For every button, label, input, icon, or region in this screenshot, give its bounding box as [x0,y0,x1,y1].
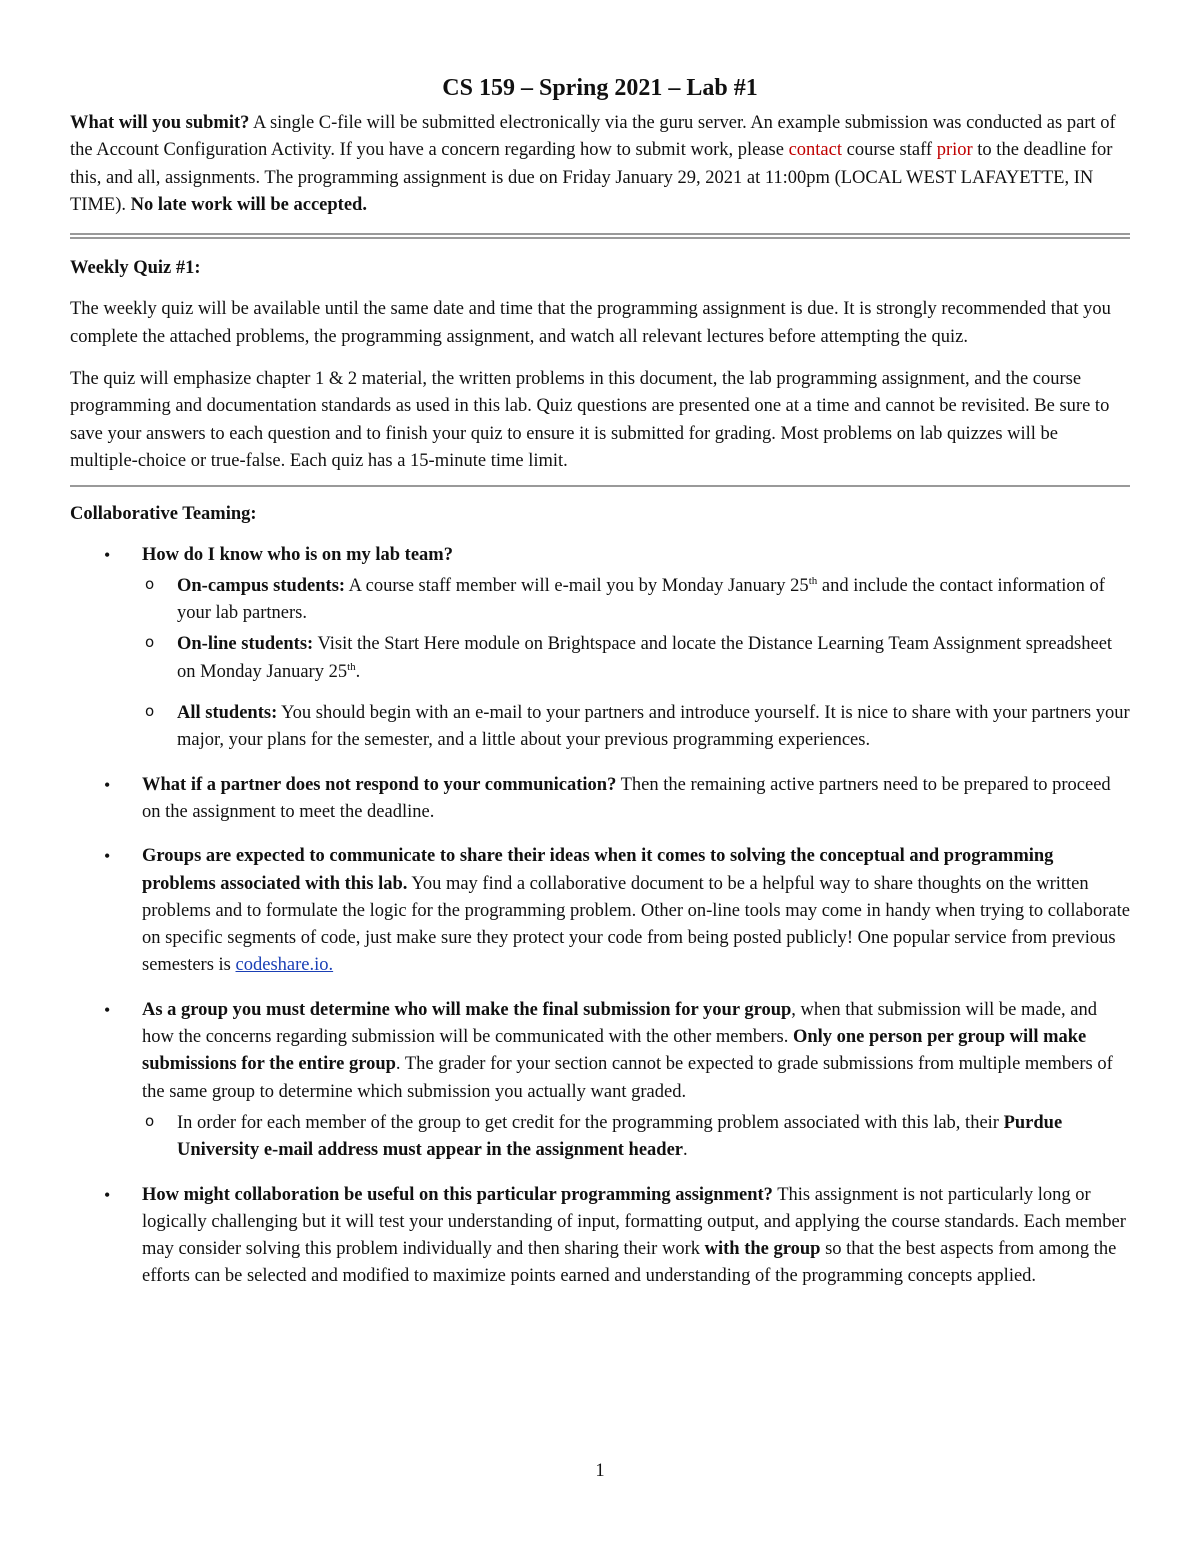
sub-list [142,573,1130,755]
page-number: 1 [595,1461,605,1481]
quiz-paragraph-2: The quiz will emphasize chapter 1 & 2 material, the written problems in this document, the lab programming assignment, and the course programming and documentation standards as used in this lab. Quiz questions are presented one at a time and cannot be revisited. Be sure to save your answers to each question and to finish your quiz to ensure it is submitted for grading. Most problems on lab quizzes will be multiple-choice or true-false. Each quiz has a 15-minute time limit. [70,369,1110,471]
list-item: • How do I know who is on my lab team? o On-campus students: A course staff member will e-mail you by Monday January 25th and include the contact information of your lab partners. o On-line students: Visit the Start Here module on Brightspace and locate the Distance Learning Team Assignment spreadsheet on Monday January 25th. o All students: You should begin with an e-mail to your partners and introduce yourself. It is nice to share with your partners your major, your plans for the semester, and a little about your previous programming experiences. [70,542,1130,755]
teaming-heading: Collaborative Teaming: [70,504,257,525]
list-item: • How might collaboration be useful on this particular programming assignment? This assignment is not particularly long or logically challenging but it will test your understanding of input, formatting output, and applying the course standards. Each member may consider solving this problem individually and then sharing their work with the group so that the best aspects from among the efforts can be selected and modified to maximize points earned and understanding of the programming concepts applied. [70,1182,1130,1291]
sub-list [142,1110,1130,1165]
sub-list-item: o On-line students: Visit the Start Here module on Brightspace and locate the Distance Learning Team Assignment spreadsheet on Monday January 25th. [142,631,1130,686]
page-title: CS 159 – Spring 2021 – Lab #1 [442,75,758,101]
teaming-list [70,542,1130,1291]
divider [70,485,1130,487]
list-item: • As a group you must determine who will make the final submission for your group, when that submission will be made, and how the concerns regarding submission will be communicated with the other members. Only one person per group will make submissions for the entire group. The grader for your section cannot be expected to grade submissions from multiple members of the same group to determine which submission you actually want graded. o In order for each member of the group to get credit for the programming problem associated with this lab, their Purdue University e-mail address must appear in the assignment header. [70,997,1130,1165]
codeshare-link[interactable]: codeshare.io. [235,955,334,976]
sub-list-item: o On-campus students: A course staff member will e-mail you by Monday January 25th and include the contact information of your lab partners. [142,573,1130,628]
quiz-heading: Weekly Quiz #1: [70,258,201,279]
sub-list-item: o All students: You should begin with an e-mail to your partners and introduce yourself. It is nice to share with your partners your major, your plans for the semester, and a little about your previous programming experiences. [142,700,1130,755]
prior-text: prior [936,140,973,161]
document-page [70,72,1130,1308]
contact-text: contact [788,140,842,161]
sub-list-item: o In order for each member of the group to get credit for the programming problem associated with this lab, their Purdue University e-mail address must appear in the assignment header. [142,1110,1130,1165]
list-item: • Groups are expected to communicate to share their ideas when it comes to solving the conceptual and programming problems associated with this lab. You may find a collaborative document to be a helpful way to share thoughts on the written problems and to formulate the logic for the programming problem. Other on-line tools may come in handy when trying to collaborate on specific segments of code, just make sure they protect your code from being posted publicly! One popular service from previous semesters is codeshare.io. [70,843,1130,979]
quiz-paragraph-1: The weekly quiz will be available until the same date and time that the programming assignment is due. It is strongly recommended that you complete the attached problems, the programming assignment, and watch all relevant lectures before attempting the quiz. [70,299,1111,347]
list-item: • What if a partner does not respond to your communication? Then the remaining active partners need to be prepared to proceed on the assignment to meet the deadline. [70,772,1130,827]
late-work-notice: No late work will be accepted. [130,194,367,215]
submit-paragraph: What will you submit? A single C-file will be submitted electronically via the guru server. An example submission was conducted as part of the Account Configuration Activity. If you have a concern regarding how to submit work, please contact course staff prior to the deadline for this, and all, assignments. The programming assignment is due on Friday January 29, 2021 at 11:00pm (LOCAL WEST LAFAYETTE, IN TIME). No late work will be accepted. [70,113,1116,215]
submit-heading: What will you submit? [70,113,250,133]
double-divider [70,233,1130,239]
